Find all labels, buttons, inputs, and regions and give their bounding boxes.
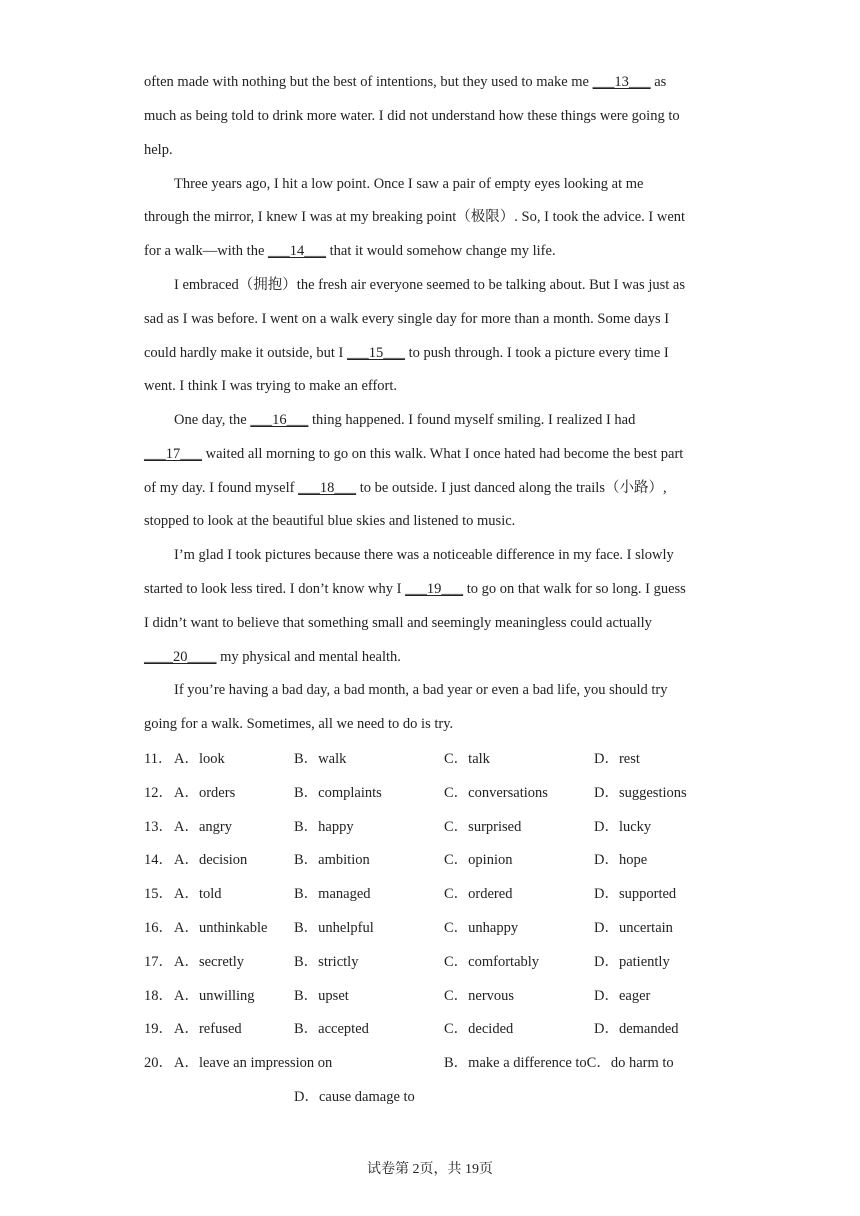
question-number: 17． <box>144 953 173 970</box>
option-b: B．walk <box>294 751 347 767</box>
option-a: A．unwilling <box>174 987 255 1004</box>
option-c: C．talk <box>444 751 490 767</box>
option-b: B．happy <box>294 818 354 835</box>
option-d: D．suggestions <box>594 784 687 801</box>
passage-line <box>144 337 716 371</box>
page-footer: 试卷第 2页，共 19页 <box>367 1162 493 1177</box>
answer-blank: ___18___ <box>298 480 357 496</box>
passage-text: much as being told to drink more water. I did not understand how these things were going to <box>144 108 680 124</box>
option-b: B．ambition <box>294 852 370 869</box>
option-c: C．ordered <box>444 886 513 903</box>
question-row <box>144 843 724 877</box>
passage-line <box>144 607 716 641</box>
question-row <box>144 776 724 810</box>
passage-text: I embraced（拥抱）the fresh air everyone seemed to be talking about. But I was just as <box>174 277 685 293</box>
question-number: 14． <box>144 852 173 869</box>
question-row <box>144 810 724 844</box>
question-number: 19． <box>144 1021 173 1038</box>
passage-line <box>144 269 746 303</box>
passage-line <box>144 472 716 506</box>
answer-blank: ___19___ <box>405 581 464 597</box>
passage-line <box>144 708 716 742</box>
question-row <box>144 1012 724 1046</box>
option-b-c: B．make a difference toC．do harm to <box>444 1055 674 1071</box>
passage-text: went. I think I was trying to make an effort. <box>144 378 398 394</box>
option-b: B．upset <box>294 987 349 1004</box>
passage-text: help. <box>144 142 173 158</box>
question-row <box>144 911 724 945</box>
passage-text: I’m glad I took pictures because there was a noticeable difference in my face. I slowly <box>174 547 674 563</box>
question-row <box>144 877 724 911</box>
option-d: D．patiently <box>594 953 670 970</box>
option-a: A．look <box>174 751 225 767</box>
option-d: D．cause damage to <box>294 1089 415 1105</box>
option-c: C．unhappy <box>444 920 519 936</box>
option-d: D．rest <box>594 751 640 767</box>
question-number: 11． <box>144 751 173 767</box>
passage-line <box>144 168 746 202</box>
passage-line <box>144 66 716 100</box>
option-a: A．unthinkable <box>174 920 268 936</box>
option-d: D．uncertain <box>594 920 673 936</box>
option-a: A．angry <box>174 818 232 835</box>
passage-text: If you’re having a bad day, a bad month, a bad year or even a bad life, you should try <box>174 682 668 698</box>
question-number: 12． <box>144 784 173 801</box>
option-b: B．accepted <box>294 1021 369 1038</box>
passage-line <box>144 573 716 607</box>
passage-text: waited all morning to go on this walk. What I once hated had become the best part <box>202 446 684 462</box>
question-number: 13． <box>144 818 173 835</box>
passage-text: sad as I was before. I went on a walk every single day for more than a month. Some days I <box>144 311 670 327</box>
passage-line <box>144 404 746 438</box>
option-b: B．complaints <box>294 784 382 801</box>
passage-text: I didn’t want to believe that something small and seemingly meaningless could actually <box>144 615 652 631</box>
answer-blank: ____20____ <box>144 649 217 665</box>
passage-text: stopped to look at the beautiful blue skies and listened to music. <box>144 513 516 529</box>
option-c: C．comfortably <box>444 953 540 970</box>
option-a: A．told <box>174 886 222 903</box>
option-c: C．conversations <box>444 784 548 801</box>
passage-line <box>144 438 716 472</box>
question-row <box>144 742 724 776</box>
passage-text: started to look less tired. I don’t know why I <box>144 581 406 597</box>
answer-blank: ___17___ <box>144 446 202 462</box>
passage-line <box>144 641 716 675</box>
question-row <box>144 945 724 979</box>
option-c: C．surprised <box>444 818 522 835</box>
passage-line <box>144 134 716 168</box>
question-number: 20． <box>144 1055 173 1071</box>
passage-text: as <box>650 74 667 90</box>
passage-text: to go on that walk for so long. I guess <box>463 581 686 597</box>
option-a: A．leave an impression on <box>174 1055 333 1071</box>
passage-line <box>144 674 746 708</box>
option-c: C．decided <box>444 1021 514 1038</box>
passage-line <box>144 235 716 269</box>
passage-text: of my day. I found myself <box>144 480 299 496</box>
passage-text: through the mirror, I knew I was at my breaking point（极限）. So, I took the advice. I went <box>144 209 686 225</box>
answer-blank: ___15___ <box>346 345 405 361</box>
option-b: B．managed <box>294 886 371 903</box>
passage-text: could hardly make it outside, but I <box>144 345 347 361</box>
option-b: B．unhelpful <box>294 920 374 936</box>
passage-text: thing happened. I found myself smiling. I realized I had <box>308 412 636 428</box>
passage-text: to be outside. I just danced along the trails（小路）, <box>356 480 667 496</box>
question-row-20 <box>144 1046 724 1080</box>
option-d: D．hope <box>594 852 648 869</box>
passage-line <box>144 303 716 337</box>
option-c: C．nervous <box>444 987 515 1004</box>
option-d: D．eager <box>594 987 651 1004</box>
passage-line <box>144 370 716 404</box>
passage-text: often made with nothing but the best of intentions, but they used to make me <box>144 74 593 90</box>
option-d: D．supported <box>594 886 677 903</box>
option-a: A．refused <box>174 1021 242 1038</box>
option-d: D．lucky <box>594 818 652 835</box>
answer-blank: ___13___ <box>592 74 651 90</box>
question-number: 15． <box>144 886 173 903</box>
passage-text: Three years ago, I hit a low point. Once I saw a pair of empty eyes looking at me <box>174 176 644 192</box>
option-a: A．orders <box>174 784 236 801</box>
passage-text: for a walk—with the <box>144 243 269 259</box>
option-a: A．decision <box>174 852 248 869</box>
option-a: A．secretly <box>174 953 245 970</box>
passage-text: that it would somehow change my life. <box>326 243 556 259</box>
passage-line <box>144 539 746 573</box>
passage-line <box>144 201 716 235</box>
passage-line <box>144 505 716 539</box>
passage-text: One day, the <box>174 412 251 428</box>
question-row-20-continued <box>144 1080 724 1114</box>
passage-text: my physical and mental health. <box>216 649 401 665</box>
option-b: B．strictly <box>294 953 359 970</box>
answer-blank: ___14___ <box>268 243 327 259</box>
passage-text: to push through. I took a picture every time I <box>404 345 669 361</box>
question-number: 18． <box>144 987 173 1004</box>
option-d: D．demanded <box>594 1021 679 1038</box>
passage-line <box>144 100 716 134</box>
passage-text: going for a walk. Sometimes, all we need to do is try. <box>144 716 454 732</box>
answer-blank: ___16___ <box>250 412 309 428</box>
question-row <box>144 979 724 1013</box>
question-number: 16． <box>144 920 173 936</box>
option-c: C．opinion <box>444 852 513 869</box>
